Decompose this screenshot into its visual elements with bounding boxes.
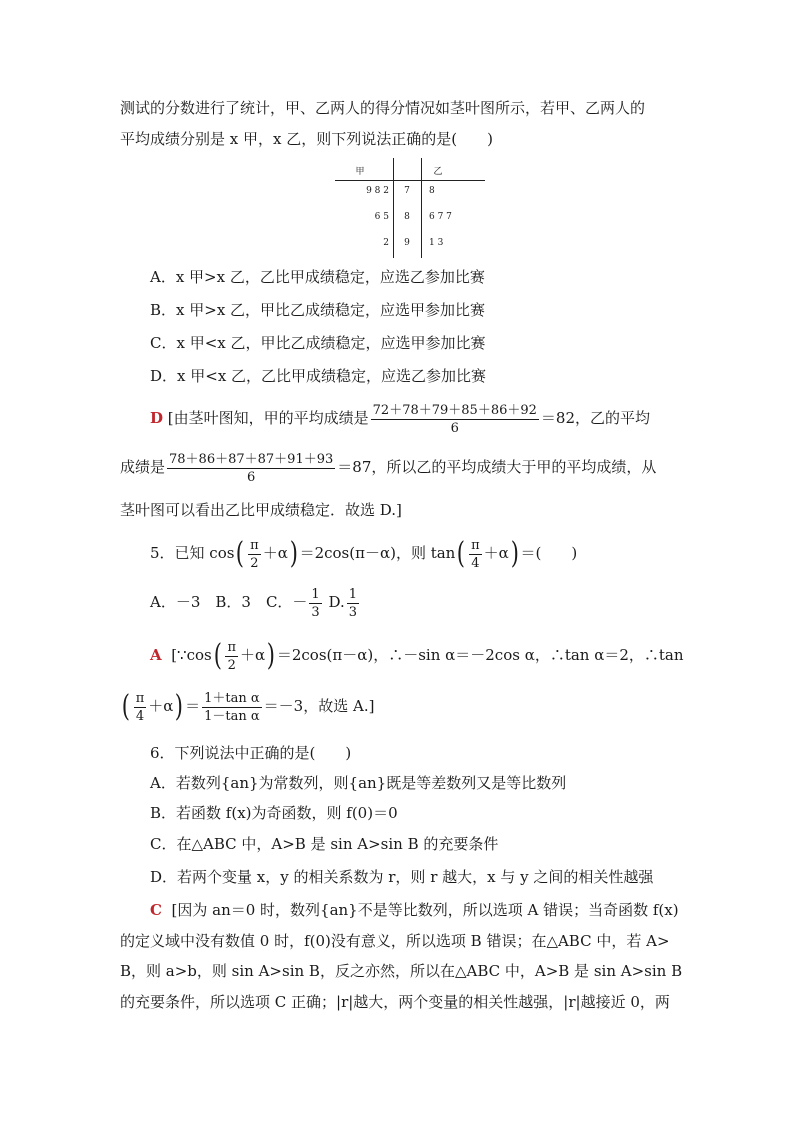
q5-sol-plus-alpha-1: ＋α bbox=[239, 646, 266, 664]
q4-frac1-num: 72＋78＋79＋85＋86＋92 bbox=[372, 402, 537, 418]
q4-frac1-den: 6 bbox=[450, 420, 459, 436]
q5-sol-rparen-1: ) bbox=[266, 638, 276, 673]
q5-sol-tan-den: 1－tan α bbox=[204, 708, 260, 724]
q5-sol-frac-pi-2-den: 2 bbox=[227, 657, 236, 673]
q5-frac-pi-4-den: 4 bbox=[471, 555, 480, 571]
q5-sol-frac-pi-2-num: π bbox=[227, 639, 236, 655]
stem-header-left: 甲 bbox=[355, 167, 365, 177]
q6-answer: C bbox=[150, 901, 162, 919]
q5-frac-1-num: 1 bbox=[311, 586, 320, 602]
intro-line-2: 平均成绩分别是 x 甲，x 乙，则下列说法正确的是( ) bbox=[120, 130, 493, 148]
stem-row-3-left: 2 bbox=[383, 238, 389, 248]
q5-opt-a: A．－3 B．3 C．－ bbox=[150, 593, 308, 611]
q5-stem-c: ＝( ) bbox=[520, 544, 578, 562]
q5-frac-1-den: 3 bbox=[311, 604, 320, 620]
q5-sol-tan-num: 1＋tan α bbox=[204, 690, 260, 706]
stem-row-1-right: 8 bbox=[429, 186, 435, 196]
stem-row-2-left: 6 5 bbox=[374, 212, 389, 222]
q4-option-d: D．x 甲<x 乙，乙比甲成绩稳定，应选乙参加比赛 bbox=[150, 367, 487, 385]
q6-solution-line-1 bbox=[150, 900, 679, 920]
q5-lparen-1: ( bbox=[236, 536, 245, 571]
q6-option-a: A．若数列{an}为常数列，则{an}既是等差数列又是等比数列 bbox=[150, 774, 567, 792]
q5-sol-lparen-1: ( bbox=[213, 638, 222, 673]
stem-table-header-rule bbox=[335, 180, 485, 181]
intro-line-1: 测试的分数进行了统计，甲、乙两人的得分情况如茎叶图所示，若甲、乙两人的 bbox=[120, 99, 646, 117]
q5-frac-pi-2-den: 2 bbox=[250, 555, 259, 571]
q6-solution-line-3: B，则 a>b，则 sin A>sin B，反之亦然，所以在△ABC 中，A>B 是 sin A>sin B bbox=[120, 962, 683, 980]
q5-sol-tan-fraction bbox=[202, 690, 262, 725]
stem-row-2-stem: 8 bbox=[404, 212, 410, 222]
q4-sol-a: [由茎叶图知，甲的平均成绩是 bbox=[167, 409, 369, 427]
q5-stem-a: 5．已知 cos bbox=[150, 544, 235, 562]
q5-frac-pi-2 bbox=[248, 537, 261, 572]
q6-option-d: D．若两个变量 x，y 的相关系数为 r，则 r 越大，x 与 y 之间的相关性越强 bbox=[150, 868, 654, 886]
stem-leaf-table bbox=[335, 158, 485, 258]
q5-sol-frac-pi-4-den: 4 bbox=[135, 708, 145, 724]
q6-solution-line-2: 的定义域中没有数值 0 时，f(0)没有意义，所以选项 B 错误；在△ABC 中，若 A> bbox=[120, 932, 670, 950]
q4-option-b: B．x 甲>x 乙，甲比乙成绩稳定，应选甲参加比赛 bbox=[150, 301, 486, 319]
q5-frac-pi-2-num: π bbox=[250, 537, 259, 553]
q4-solution-line-2 bbox=[120, 447, 656, 487]
q4-frac2-num: 78＋86＋87＋87＋91＋93 bbox=[169, 451, 334, 467]
stem-row-3-right: 1 3 bbox=[429, 238, 444, 248]
q4-sol-d: ＝87，所以乙的平均成绩大于甲的平均成绩，从 bbox=[337, 458, 657, 476]
q5-plus-alpha-1: ＋α bbox=[262, 544, 288, 562]
q5-sol-rparen-2: ) bbox=[175, 689, 184, 724]
q5-stem bbox=[150, 533, 577, 573]
q4-sol-c: 成绩是 bbox=[120, 458, 166, 476]
q5-sol-frac-pi-2 bbox=[225, 639, 238, 674]
q5-solution-line-1 bbox=[150, 635, 684, 675]
q5-sol-a: [∵cos bbox=[171, 646, 212, 664]
q4-fraction-2 bbox=[167, 451, 335, 486]
stem-row-1-stem: 7 bbox=[404, 186, 410, 196]
q6-sol-line-1-text: [因为 an＝0 时，数列{an}不是等比数列，所以选项 A 错误；当奇函数 f(x) bbox=[171, 901, 679, 919]
q5-rparen-2: ) bbox=[510, 536, 519, 571]
q5-frac-pi-4-num: π bbox=[471, 537, 480, 553]
stem-row-2-right: 6 7 7 bbox=[429, 212, 452, 222]
stem-table-right-rule bbox=[421, 158, 422, 258]
q5-sol-plus-alpha-2: ＋α bbox=[148, 697, 174, 715]
q5-answer: A bbox=[150, 646, 162, 664]
q5-frac-pi-4 bbox=[469, 537, 482, 572]
q4-option-a: A．x 甲>x 乙，乙比甲成绩稳定，应选乙参加比赛 bbox=[150, 268, 485, 286]
q4-answer: D bbox=[150, 409, 164, 427]
q4-sol-b: ＝82，乙的平均 bbox=[540, 409, 651, 427]
q4-solution-line-3: 茎叶图可以看出乙比甲成绩稳定．故选 D.] bbox=[120, 501, 402, 519]
q6-option-b: B．若函数 f(x)为奇函数，则 f(0)＝0 bbox=[150, 804, 398, 822]
q5-sol-frac-pi-4-num: π bbox=[135, 690, 145, 706]
q4-option-c: C．x 甲<x 乙，甲比乙成绩稳定，应选甲参加比赛 bbox=[150, 334, 486, 352]
q5-plus-alpha-2: ＋α bbox=[483, 544, 509, 562]
stem-row-1-left: 9 8 2 bbox=[366, 186, 389, 196]
q5-sol-b: ＝2cos(π－α)，∴－sin α＝－2cos α，∴tan α＝2，∴tan bbox=[276, 646, 684, 664]
q5-lparen-2: ( bbox=[457, 536, 466, 571]
q5-sol-frac-pi-4 bbox=[134, 690, 147, 725]
q6-option-c: C．在△ABC 中，A>B 是 sin A>sin B 的充要条件 bbox=[150, 835, 499, 853]
stem-header-right: 乙 bbox=[433, 167, 443, 177]
q5-frac-2-den: 3 bbox=[348, 604, 358, 620]
stem-row-3-stem: 9 bbox=[404, 238, 410, 248]
q5-stem-b: ＝2cos(π－α)，则 tan bbox=[299, 544, 456, 562]
q6-stem: 6．下列说法中正确的是( ) bbox=[150, 744, 352, 762]
q4-fraction-1 bbox=[371, 402, 539, 437]
q5-rparen-1: ) bbox=[289, 536, 298, 571]
q5-sol-lparen-2: ( bbox=[121, 689, 130, 724]
q5-frac-one-third-1 bbox=[309, 586, 321, 621]
q4-solution-line-1 bbox=[150, 398, 650, 438]
q5-solution-line-2: ( $\frac{\pi}{4}$ ＋α) ＝ $\frac{\text{1＋tan α}}{\text{1－tan α}}$ ＝－3，故选 A.] bbox=[121, 689, 375, 724]
q6-solution-line-4: 的充要条件，所以选项 C 正确；|r|越大，两个变量的相关性越强，|r|越接近 0，两 bbox=[120, 993, 670, 1011]
q5-sol-c: ＝－3，故选 A.] bbox=[263, 697, 375, 715]
q5-frac-one-third-2 bbox=[347, 586, 359, 621]
q5-frac-2-num: 1 bbox=[348, 586, 358, 602]
q4-frac2-den: 6 bbox=[247, 469, 256, 485]
q5-options bbox=[150, 582, 361, 622]
q5-opt-d: D. bbox=[328, 593, 345, 611]
